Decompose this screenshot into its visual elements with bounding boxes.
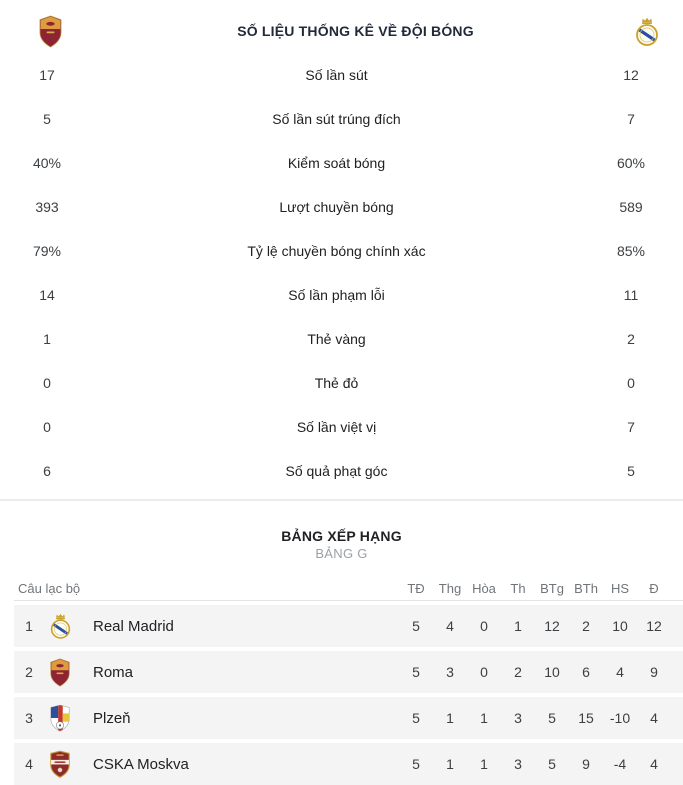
home-value: 14: [39, 287, 55, 303]
away-value: 12: [623, 67, 639, 83]
lost: 3: [514, 710, 522, 726]
away-value: 7: [627, 111, 635, 127]
club-name: Roma: [93, 663, 134, 681]
won: 1: [446, 710, 454, 726]
home-value: 79%: [32, 243, 62, 259]
lost: 2: [514, 664, 522, 680]
away-value: 589: [619, 199, 643, 215]
points: 9: [650, 664, 658, 680]
roma-crest-icon: [0, 15, 100, 48]
home-value: 17: [39, 67, 55, 83]
away-value: 5: [627, 463, 635, 479]
standings-row-real-madrid[interactable]: [14, 605, 683, 647]
won: 3: [446, 664, 454, 680]
points: 12: [646, 618, 662, 634]
drawn: 1: [480, 756, 488, 772]
stat-label: Số quả phạt góc: [285, 463, 388, 479]
stat-label: Số lần sút: [305, 67, 368, 83]
stat-row-pass-accuracy: [0, 229, 683, 273]
goal-diff: -4: [613, 756, 627, 772]
stat-row-fouls: [0, 273, 683, 317]
played: 5: [412, 710, 420, 726]
stat-label: Số lần phạm lỗi: [288, 287, 385, 303]
goals-for: 5: [548, 756, 556, 772]
standings-table-header: [14, 576, 683, 601]
plzen-crest-icon: [44, 704, 76, 732]
standings-subtitle: BẢNG G: [315, 546, 368, 561]
played: 5: [412, 756, 420, 772]
stat-row-red-cards: [0, 361, 683, 405]
points: 4: [650, 756, 658, 772]
won: 4: [446, 618, 454, 634]
stats-header: [0, 0, 683, 53]
away-value: 2: [627, 331, 635, 347]
played: 5: [412, 664, 420, 680]
goals-against: 9: [582, 756, 590, 772]
club-name: Plzeň: [93, 709, 131, 727]
stat-label: Số lần việt vị: [296, 419, 377, 435]
standings-title: BẢNG XẾP HẠNG: [281, 528, 402, 544]
stat-label: Thẻ đỏ: [314, 375, 359, 391]
goal-diff: 4: [616, 664, 624, 680]
standings-row-plzen[interactable]: [14, 697, 683, 739]
home-value: 6: [43, 463, 51, 479]
cska-moskva-crest-icon: [44, 750, 76, 778]
roma-crest-icon: [44, 658, 76, 687]
column-header-goals-for: BTg: [540, 580, 564, 596]
column-header-points: Đ: [649, 580, 659, 596]
away-value: 7: [627, 419, 635, 435]
lost: 3: [514, 756, 522, 772]
stat-label: Tỷ lệ chuyền bóng chính xác: [247, 243, 426, 259]
away-value: 11: [623, 287, 639, 303]
won: 1: [446, 756, 454, 772]
away-value: 0: [627, 375, 635, 391]
club-name: Real Madrid: [93, 617, 174, 635]
real-madrid-crest-icon: [44, 612, 76, 640]
lost: 1: [514, 618, 522, 634]
goals-for: 12: [544, 618, 560, 634]
goals-against: 6: [582, 664, 590, 680]
stat-row-passes: [0, 185, 683, 229]
home-value: 0: [43, 419, 51, 435]
home-value: 393: [35, 199, 59, 215]
away-value: 60%: [616, 155, 646, 171]
goal-diff: -10: [609, 710, 631, 726]
stat-label: Lượt chuyền bóng: [279, 199, 394, 215]
column-header-lost: Th: [510, 580, 526, 596]
rank: 1: [25, 618, 33, 634]
stat-row-shots-on-target: [0, 97, 683, 141]
club-name: CSKA Moskva: [93, 755, 189, 773]
real-madrid-crest-icon: [611, 16, 683, 47]
column-header-played: TĐ: [407, 580, 425, 596]
stat-row-offsides: [0, 405, 683, 449]
club-column-header: Câu lạc bộ: [18, 580, 81, 596]
goal-diff: 10: [612, 618, 628, 634]
drawn: 0: [480, 618, 488, 634]
stat-label: Thẻ vàng: [307, 331, 366, 347]
standings-row-cska-moskva[interactable]: [14, 743, 683, 785]
away-value: 85%: [616, 243, 646, 259]
drawn: 0: [480, 664, 488, 680]
drawn: 1: [480, 710, 488, 726]
points: 4: [650, 710, 658, 726]
section-divider: [0, 499, 683, 501]
stat-row-possession: [0, 141, 683, 185]
home-value: 40%: [32, 155, 62, 171]
column-header-won: Thg: [438, 580, 462, 596]
goals-against: 2: [582, 618, 590, 634]
played: 5: [412, 618, 420, 634]
home-value: 5: [43, 111, 51, 127]
stat-row-corners: [0, 449, 683, 493]
column-header-goals-against: BTh: [574, 580, 598, 596]
column-header-goal-diff: HS: [610, 580, 630, 596]
home-value: 0: [43, 375, 51, 391]
goals-for: 10: [544, 664, 560, 680]
stat-label: Số lần sút trúng đích: [272, 111, 401, 127]
stats-section-title: SỐ LIỆU THỐNG KÊ VỀ ĐỘI BÓNG: [237, 23, 474, 39]
column-header-drawn: Hòa: [472, 580, 496, 596]
rank: 4: [25, 756, 33, 772]
stat-label: Kiểm soát bóng: [287, 155, 386, 171]
home-value: 1: [43, 331, 51, 347]
stat-row-yellow-cards: [0, 317, 683, 361]
rank: 3: [25, 710, 33, 726]
goals-against: 15: [578, 710, 594, 726]
standings-section: [0, 528, 683, 785]
standings-row-roma[interactable]: [14, 651, 683, 693]
rank: 2: [25, 664, 33, 680]
stat-row-shots: [0, 53, 683, 97]
goals-for: 5: [548, 710, 556, 726]
